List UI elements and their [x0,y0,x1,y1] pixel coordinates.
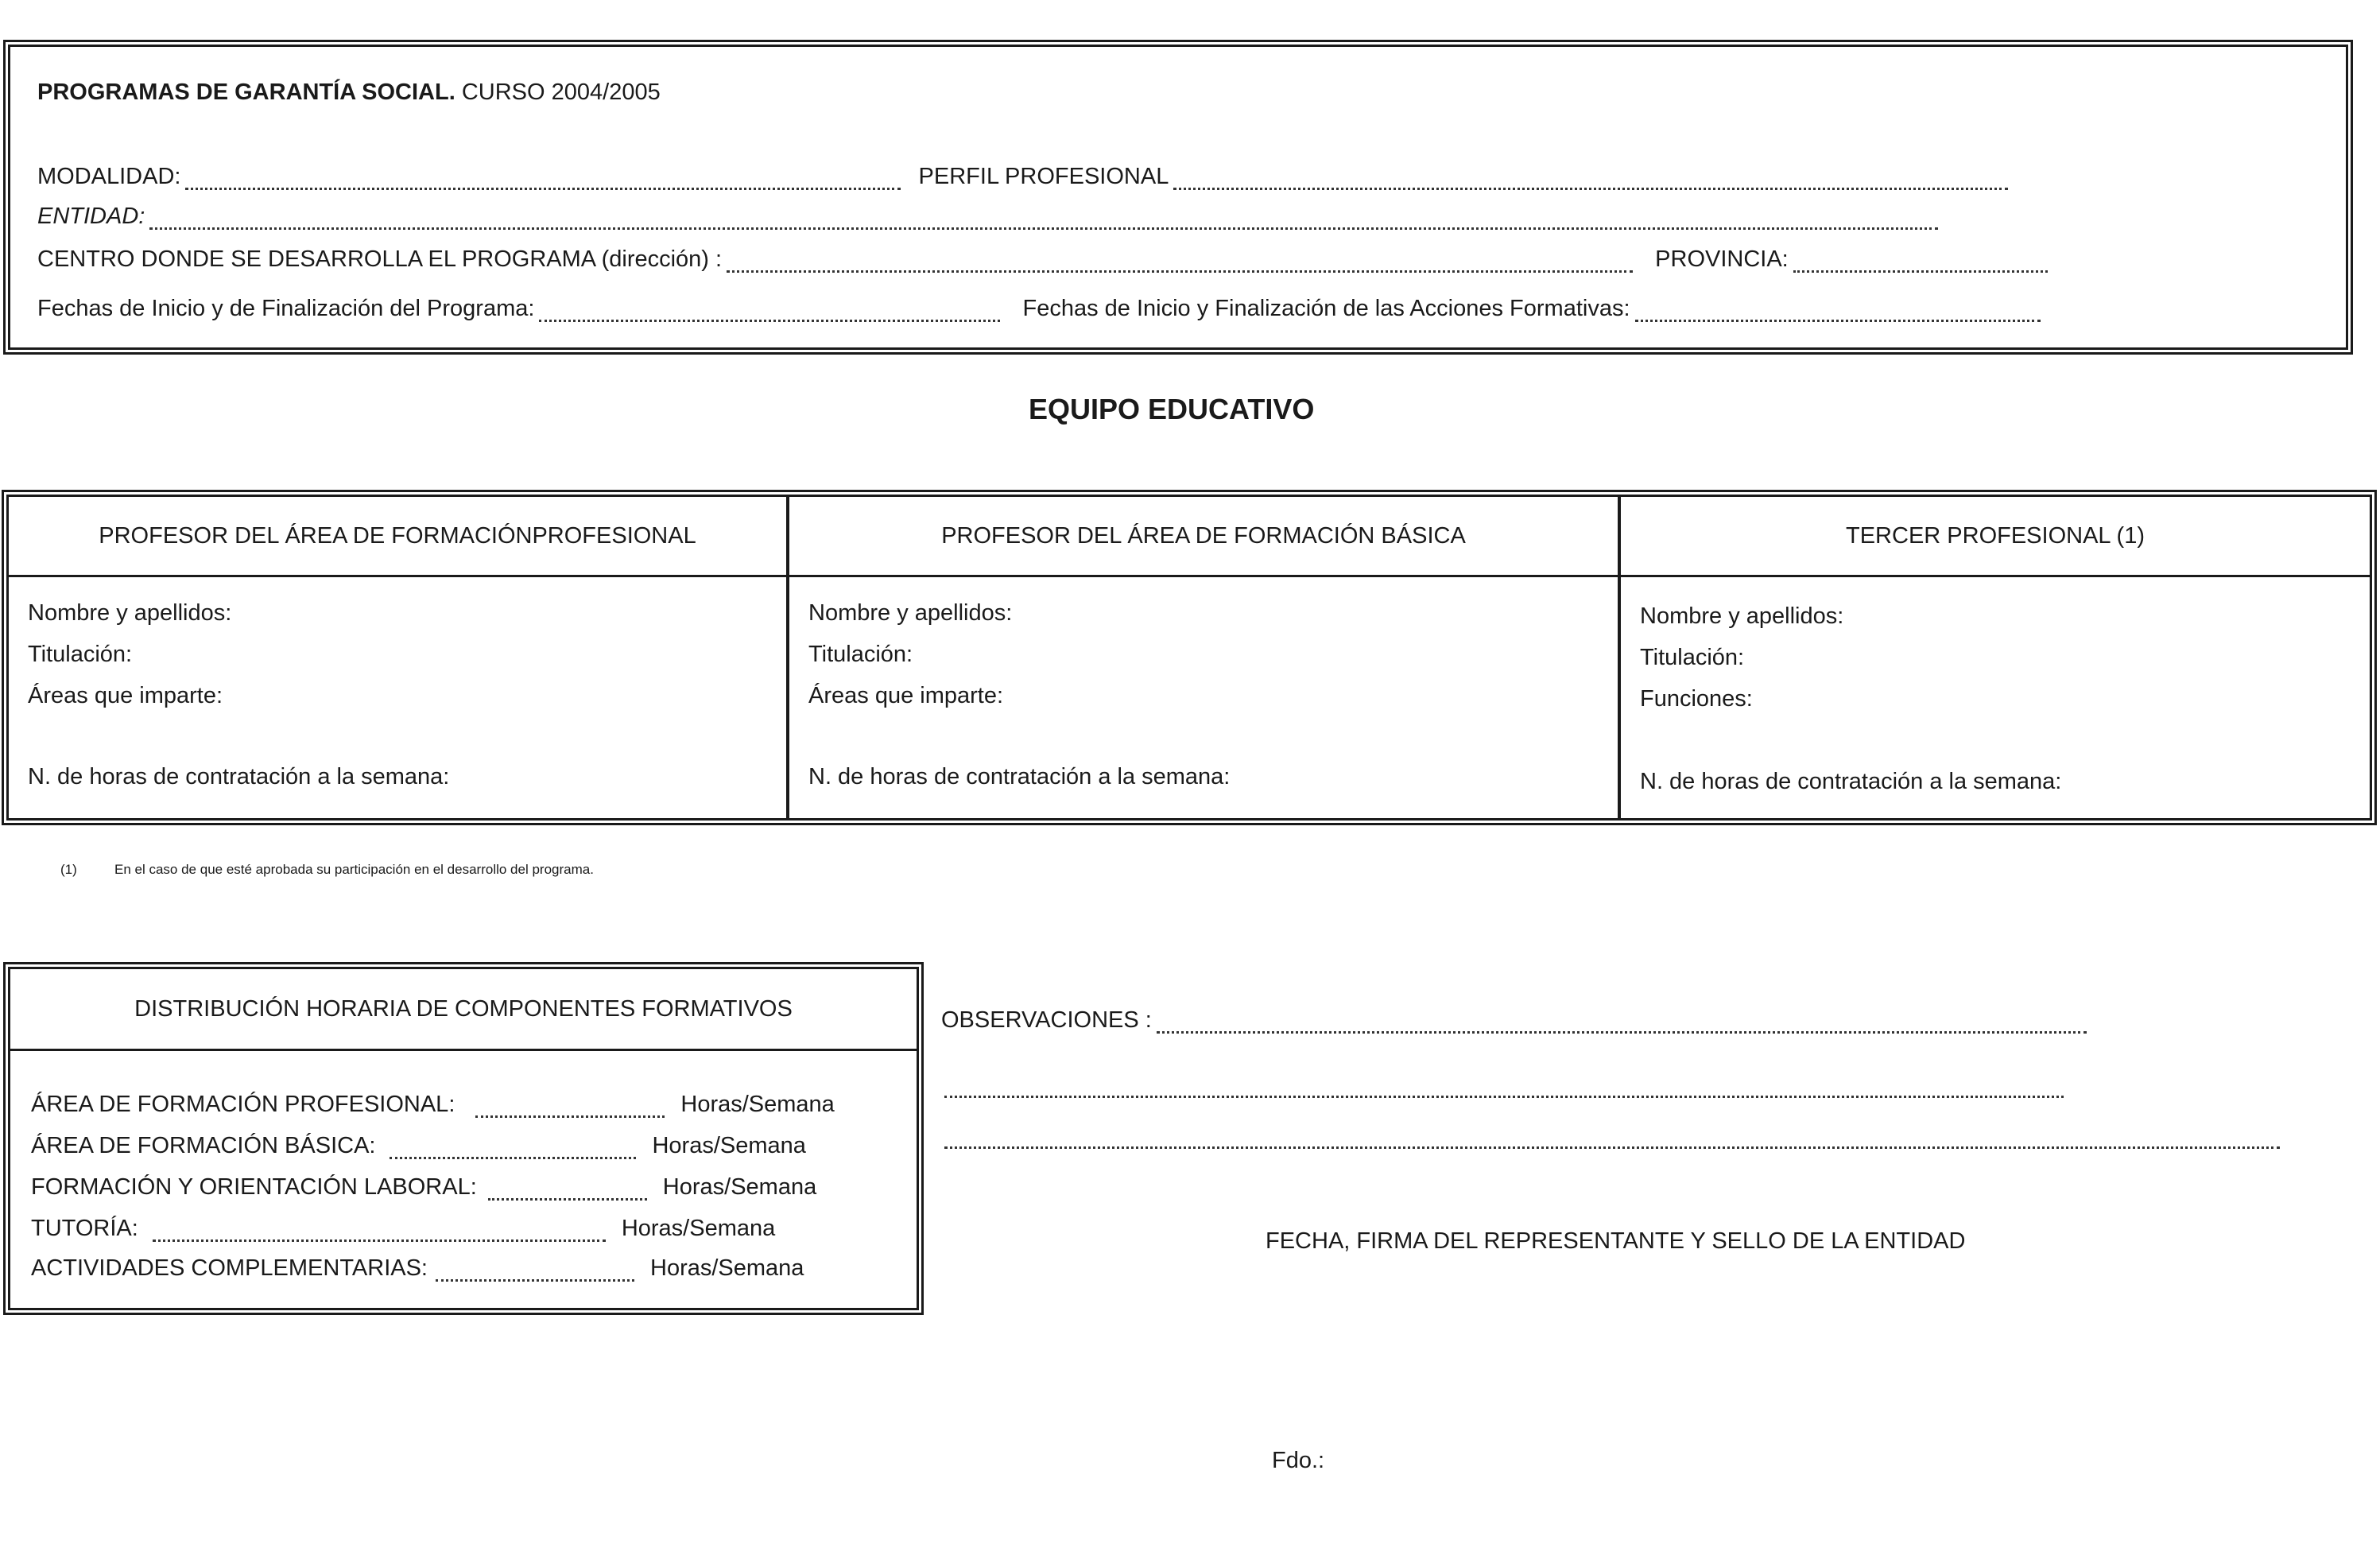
firma-caption: FECHA, FIRMA DEL REPRESENTANTE Y SELLO DE LA ENTIDAD [1266,1228,1966,1254]
entidad-label: ENTIDAD: [37,204,145,229]
titulacion-label: Titulación: [28,642,133,667]
program-info-box [8,45,2348,350]
row-label: FORMACIÓN Y ORIENTACIÓN LABORAL: [31,1174,477,1200]
provincia-label: PROVINCIA: [1655,246,1789,272]
perfil-label: PERFIL PROFESIONAL [918,164,1169,189]
unit-label: Horas/Semana [680,1092,835,1117]
unit-label: Horas/Semana [650,1255,804,1281]
row-label: ÁREA DE FORMACIÓN BÁSICA: [31,1133,376,1158]
hours-field[interactable] [475,1098,665,1118]
fechas-programa-label: Fechas de Inicio y de Finalización del Programa: [37,296,535,321]
column-header: PROFESOR DEL ÁREA DE FORMACIÓN BÁSICA [789,497,1618,577]
nombre-label: Nombre y apellidos: [808,600,1013,626]
areas-label: Áreas que imparte: [28,683,223,708]
horas-label: N. de horas de contratación a la semana: [28,764,450,789]
unit-label: Horas/Semana [662,1174,817,1200]
modalidad-label: MODALIDAD: [37,164,181,189]
row-tutoria [31,1216,775,1242]
horas-label: N. de horas de contratación a la semana: [1640,769,2062,794]
nombre-label: Nombre y apellidos: [1640,603,1844,629]
funciones-label: Funciones: [1640,686,1753,712]
equipo-table [6,495,2372,820]
areas-label: Áreas que imparte: [808,683,1004,708]
program-title-bold: PROGRAMAS DE GARANTÍA SOCIAL. [37,80,455,105]
modalidad-row [37,163,2013,190]
column-formacion-profesional [9,497,789,818]
centro-label: CENTRO DONDE SE DESARROLLA EL PROGRAMA (dirección) : [37,246,723,272]
row-actividades [31,1255,804,1282]
centro-field[interactable] [727,253,1633,273]
fechas-programa-field[interactable] [539,302,1000,322]
titulacion-label: Titulación: [1640,645,1745,670]
program-course: CURSO 2004/2005 [461,80,661,105]
row-fol [31,1174,816,1201]
observaciones-field-1[interactable] [1157,1014,2087,1034]
distribucion-box [8,967,919,1310]
hours-field[interactable] [488,1181,647,1201]
row-formacion-profesional [31,1092,835,1118]
hours-field[interactable] [390,1139,636,1159]
fdo-label: Fdo.: [1272,1448,1325,1473]
column-tercer-profesional [1621,497,2370,818]
titulacion-label: Titulación: [808,642,913,667]
observaciones-label: OBSERVACIONES : [941,1007,1152,1033]
horas-label: N. de horas de contratación a la semana: [808,764,1231,789]
centro-row [37,246,2052,273]
provincia-field[interactable] [1793,253,2048,273]
distribucion-title: DISTRIBUCIÓN HORARIA DE COMPONENTES FORMATIVOS [10,969,917,1051]
unit-label: Horas/Semana [621,1216,776,1241]
entidad-row [37,203,1943,230]
column-header: TERCER PROFESIONAL (1) [1621,497,2370,577]
row-label: TUTORÍA: [31,1216,138,1241]
footnote-text: En el caso de que esté aprobada su participación en el desarrollo del programa. [114,862,594,877]
modalidad-field[interactable] [185,170,901,190]
row-label: ACTIVIDADES COMPLEMENTARIAS: [31,1255,428,1281]
observaciones-row [941,1007,2091,1034]
program-title [37,79,661,106]
column-formacion-basica [789,497,1621,818]
hours-field[interactable] [436,1262,634,1282]
fechas-row [37,295,2045,322]
perfil-field[interactable] [1173,170,2008,190]
hours-field[interactable] [153,1222,606,1242]
footnote-mark: (1) [60,862,77,877]
row-label: ÁREA DE FORMACIÓN PROFESIONAL: [31,1092,455,1117]
nombre-label: Nombre y apellidos: [28,600,232,626]
observaciones-field-3[interactable] [944,1129,2280,1149]
column-header: PROFESOR DEL ÁREA DE FORMACIÓNPROFESIONAL [9,497,786,577]
row-formacion-basica [31,1133,806,1159]
entidad-field[interactable] [149,210,1938,230]
fechas-acciones-label: Fechas de Inicio y Finalización de las Acciones Formativas: [1022,296,1630,321]
equipo-title: EQUIPO EDUCATIVO [1029,393,1315,425]
unit-label: Horas/Semana [652,1133,806,1158]
observaciones-field-2[interactable] [944,1078,2064,1098]
fechas-acciones-field[interactable] [1635,302,2041,322]
